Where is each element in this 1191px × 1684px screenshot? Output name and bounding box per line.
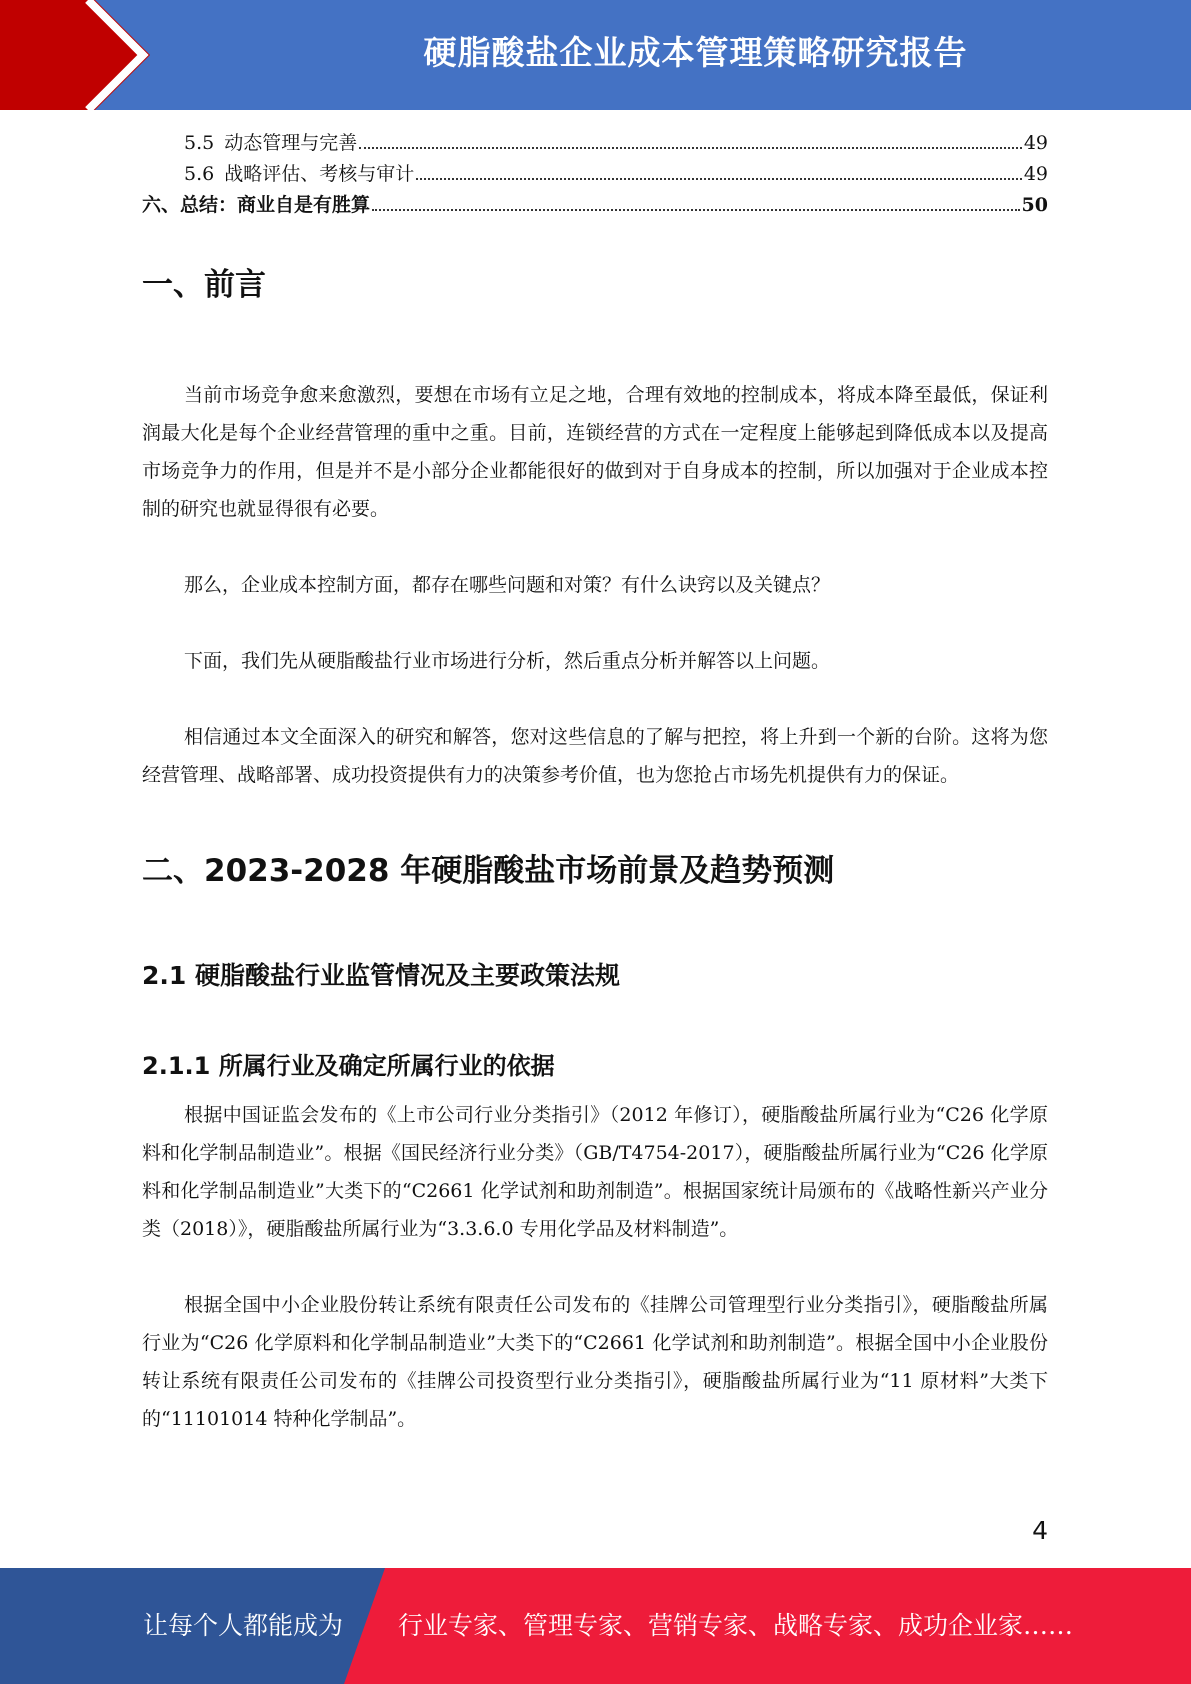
table-of-contents (142, 128, 1048, 221)
section-heading-preface: 一、前言 (142, 267, 266, 303)
toc-entry-page: 50 (1021, 194, 1048, 216)
paragraph: 根据全国中小企业股份转让系统有限责任公司发布的《挂牌公司管理型行业分类指引》，硬脂酸盐所属行业为“C26 化学原料和化学制品制造业”大类下的“C2661 化学试剂和助剂制造”。根据全国中小企业股份转让系统有限责任公司发布的《挂牌公司投资型行业分类指引》，硬脂酸盐所属行业为“11 原材料”大类下的“11101014 特种化学制品”。 (142, 1294, 1048, 1430)
toc-entry-number: 5.6 (184, 163, 215, 185)
page-header (0, 0, 1191, 110)
page-number: 4 (1032, 1516, 1048, 1545)
paragraph: 根据中国证监会发布的《上市公司行业分类指引》（2012 年修订），硬脂酸盐所属行业为“C26 化学原料和化学制品制造业”。根据《国民经济行业分类》（GB/T4754-2017），硬脂酸盐所属行业为“C26 化学原料和化学制品制造业”大类下的“C2661 化学试剂和助剂制造”。根据国家统计局颁布的《战略性新兴产业分类（2018）》，硬脂酸盐所属行业为“3.3.6.0 专用化学品及材料制造”。 (142, 1104, 1048, 1240)
toc-leader-dots (416, 177, 1022, 180)
subsubsection-heading: 2.1.1 所属行业及确定所属行业的依据 (142, 1052, 555, 1080)
footer-slogan-right: 行业专家、管理专家、营销专家、战略专家、成功企业家…… (398, 1611, 1074, 1640)
toc-leader-dots (359, 146, 1022, 149)
page-footer (0, 1568, 1191, 1684)
toc-entry[interactable] (142, 128, 1048, 159)
toc-entry-page: 49 (1023, 132, 1048, 154)
toc-leader-dots (372, 208, 1020, 211)
subsection-heading: 2.1 硬脂酸盐行业监管情况及主要政策法规 (142, 961, 620, 990)
toc-entry[interactable] (142, 190, 1048, 221)
paragraph: 下面，我们先从硬脂酸盐行业市场进行分析，然后重点分析并解答以上问题。 (184, 650, 831, 672)
section-heading-market-outlook: 二、2023-2028 年硬脂酸盐市场前景及趋势预测 (142, 853, 835, 889)
paragraph: 那么，企业成本控制方面，都存在哪些问题和对策？有什么诀窍以及关键点？ (184, 574, 831, 596)
toc-entry-text: 战略评估、考核与审计 (224, 163, 415, 185)
document-body (142, 258, 1048, 1438)
report-title: 硬脂酸盐企业成本管理策略研究报告 (423, 33, 968, 72)
toc-entry-text: 六、总结：商业自是有胜算 (142, 194, 371, 216)
toc-entry-number: 5.5 (184, 132, 215, 154)
footer-slogan-left: 让每个人都能成为 (143, 1611, 344, 1640)
paragraph: 当前市场竞争愈来愈激烈，要想在市场有立足之地，合理有效地的控制成本，将成本降至最低，保证利润最大化是每个企业经营管理的重中之重。目前，连锁经营的方式在一定程度上能够起到降低成本以及提高市场竞争力的作用，但是并不是小部分企业都能很好的做到对于自身成本的控制，所以加强对于企业成本控制的研究也就显得很有必要。 (142, 384, 1048, 520)
paragraph: 相信通过本文全面深入的研究和解答，您对这些信息的了解与把控，将上升到一个新的台阶。这将为您经营管理、战略部署、成功投资提供有力的决策参考价值，也为您抢占市场先机提供有力的保证。 (142, 726, 1048, 786)
toc-entry-page: 49 (1023, 163, 1048, 185)
header-red-chevron (0, 0, 150, 110)
toc-entry-text: 动态管理与完善 (224, 132, 358, 154)
toc-entry[interactable] (142, 159, 1048, 190)
